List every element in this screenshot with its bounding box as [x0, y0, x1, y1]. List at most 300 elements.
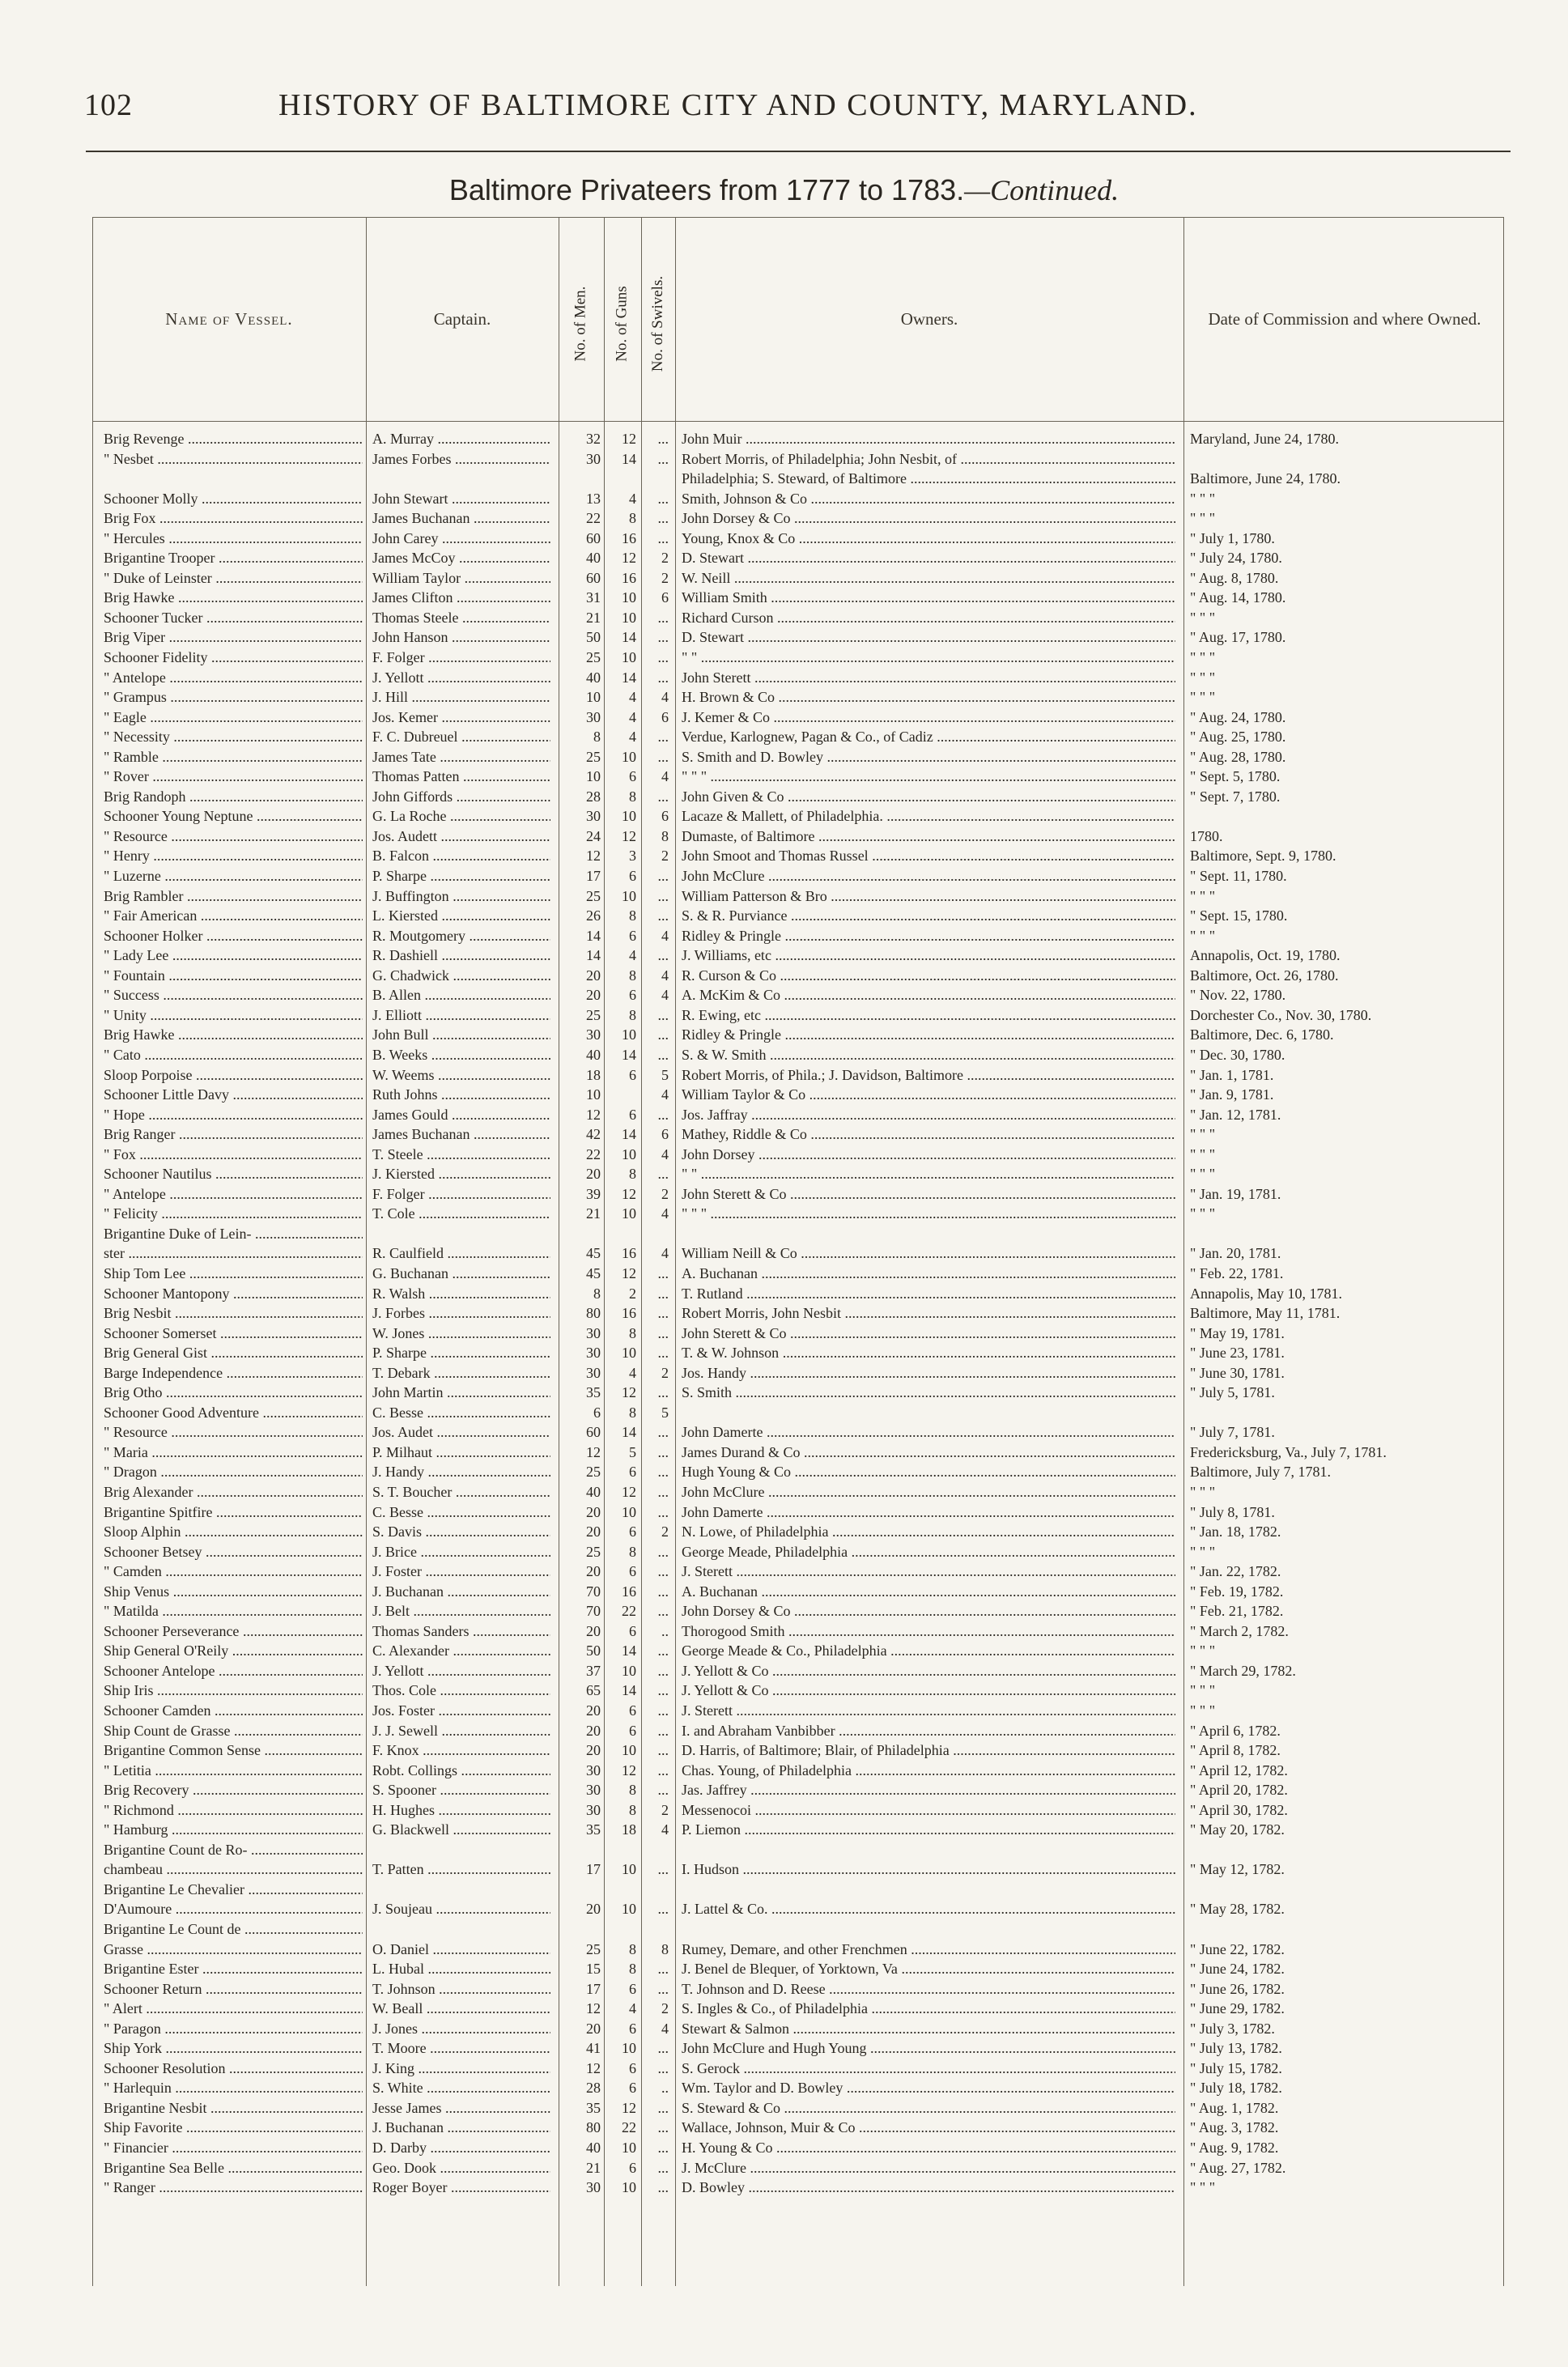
table-row — [92, 1502, 1504, 1523]
guns-count: 10 — [622, 649, 636, 666]
guns-count: 10 — [622, 748, 636, 765]
men-count: 39 — [586, 1185, 601, 1202]
table-row — [92, 1482, 1504, 1502]
owners-name: H. Young & Co ..... — [682, 2138, 1175, 2158]
table-row — [92, 806, 1504, 827]
vessel-name: Ship Venus ..... — [104, 1582, 363, 1602]
guns-count: 4 — [629, 2000, 636, 2017]
swivels-count: ... — [657, 1503, 669, 1520]
men-count: 10 — [586, 768, 601, 785]
owners-name: Robert Morris, of Philadelphia; John Nesbit, of ..... — [682, 449, 1175, 470]
commission-date: " July 8, 1781. — [1190, 1503, 1275, 1520]
owners-name: Chas. Young, of Philadelphia ..... — [682, 1761, 1175, 1781]
men-count: 30 — [586, 2179, 601, 2196]
guns-count: 8 — [629, 967, 636, 984]
commission-date: Baltimore, Dec. 6, 1780. — [1190, 1026, 1334, 1043]
men-count: 35 — [586, 1384, 601, 1401]
guns-count: 8 — [629, 907, 636, 924]
captain-name: G. Buchanan ..... — [372, 1264, 550, 1284]
table-row — [92, 1899, 1504, 1919]
commission-date: " Aug. 17, 1780. — [1190, 629, 1286, 646]
vessel-name: chambeau ..... — [104, 1859, 363, 1880]
commission-date: " Jan. 22, 1782. — [1190, 1563, 1281, 1580]
captain-name: Roger Boyer ..... — [372, 2178, 550, 2198]
owners-name: John Dorsey & Co ..... — [682, 508, 1175, 529]
men-count: 25 — [586, 887, 601, 904]
swivels-count: 4 — [661, 2020, 669, 2037]
men-count: 65 — [586, 1682, 601, 1699]
table-title — [0, 173, 1568, 207]
commission-date: " " " — [1190, 1145, 1216, 1162]
owners-name: J. Benel de Blequer, of Yorktown, Va ..... — [682, 1959, 1175, 1979]
table-row — [92, 886, 1504, 907]
vessel-name: " Hope ..... — [104, 1105, 363, 1125]
guns-count: 4 — [629, 708, 636, 725]
commission-date: " " " — [1190, 1126, 1216, 1143]
commission-date: " July 18, 1782. — [1190, 2080, 1282, 2097]
guns-count: 8 — [629, 510, 636, 527]
captain-name: Jesse James ..... — [372, 2098, 550, 2118]
captain-name: Thos. Cole ..... — [372, 1681, 550, 1701]
captain-name: James McCoy ..... — [372, 548, 550, 568]
men-count: 21 — [586, 609, 601, 626]
vessel-name: Ship Tom Lee ..... — [104, 1264, 363, 1284]
men-count: 14 — [586, 927, 601, 944]
table-row — [92, 1383, 1504, 1403]
owners-name: D. Stewart ..... — [682, 627, 1175, 648]
commission-date: " July 1, 1780. — [1190, 529, 1275, 546]
commission-date: Dorchester Co., Nov. 30, 1780. — [1190, 1006, 1372, 1023]
men-count: 32 — [586, 431, 601, 447]
captain-name: J. Foster ..... — [372, 1562, 550, 1582]
men-count: 22 — [586, 1145, 601, 1162]
owners-name: A. McKim & Co ..... — [682, 985, 1175, 1005]
swivels-count: 2 — [661, 2000, 669, 2017]
guns-count: 8 — [629, 1404, 636, 1421]
men-count: 30 — [586, 1801, 601, 1818]
men-count: 20 — [586, 1503, 601, 1520]
vessel-name: " Matilda ..... — [104, 1601, 363, 1621]
owners-name: W. Neill ..... — [682, 568, 1175, 589]
table-row — [92, 1582, 1504, 1602]
vessel-name: " Necessity ..... — [104, 727, 363, 747]
table-row — [92, 1284, 1504, 1304]
captain-name: James Tate ..... — [372, 747, 550, 767]
table-row — [92, 568, 1504, 589]
commission-date: " " " — [1190, 689, 1216, 706]
men-count: 20 — [586, 987, 601, 1004]
men-count: 80 — [586, 1305, 601, 1322]
table-row — [92, 1324, 1504, 1344]
men-count: 30 — [586, 1345, 601, 1362]
vessel-name: Brig Randoph ..... — [104, 787, 363, 807]
owners-name: John Damerte ..... — [682, 1502, 1175, 1523]
swivels-count: 4 — [661, 1821, 669, 1838]
owners-name: S. Smith ..... — [682, 1383, 1175, 1403]
commission-date: " " " — [1190, 2179, 1216, 2196]
table-row — [92, 1641, 1504, 1661]
owners-name: Dumaste, of Baltimore ..... — [682, 827, 1175, 847]
owners-name: J. Sterett ..... — [682, 1562, 1175, 1582]
commission-date: " Feb. 22, 1781. — [1190, 1264, 1284, 1281]
captain-name: James Buchanan ..... — [372, 508, 550, 529]
captain-name: Thomas Sanders ..... — [372, 1621, 550, 1642]
men-count: 13 — [586, 490, 601, 507]
swivels-count: ... — [657, 1285, 669, 1302]
captain-name: James Gould ..... — [372, 1105, 550, 1125]
vessel-name: " Nesbet ..... — [104, 449, 363, 470]
commission-date: " July 7, 1781. — [1190, 1424, 1275, 1441]
commission-date: " July 3, 1782. — [1190, 2020, 1275, 2037]
commission-date: Baltimore, July 7, 1781. — [1190, 1464, 1331, 1481]
vessel-name: " Lady Lee ..... — [104, 946, 363, 966]
swivels-count: ... — [657, 1961, 669, 1978]
table-row — [92, 1800, 1504, 1821]
guns-count: 6 — [629, 1066, 636, 1083]
vessel-name: Schooner Nautilus ..... — [104, 1164, 363, 1184]
guns-count: 6 — [629, 1622, 636, 1639]
guns-count: 10 — [622, 808, 636, 825]
owners-name: George Meade, Philadelphia ..... — [682, 1542, 1175, 1562]
owners-name: John Sterett ..... — [682, 668, 1175, 688]
men-count: 21 — [586, 1205, 601, 1222]
owners-name: James Durand & Co ..... — [682, 1443, 1175, 1463]
swivels-count: 4 — [661, 1086, 669, 1103]
captain-name: Geo. Dook ..... — [372, 2158, 550, 2178]
table-row — [92, 1999, 1504, 2019]
men-count: 70 — [586, 1583, 601, 1600]
men-count: 20 — [586, 1742, 601, 1759]
guns-count: 14 — [622, 1424, 636, 1441]
commission-date: " June 23, 1781. — [1190, 1345, 1285, 1362]
vessel-name: Schooner Antelope ..... — [104, 1661, 363, 1681]
vessel-name: " Hercules ..... — [104, 529, 363, 549]
vessel-name: " Dragon ..... — [104, 1462, 363, 1482]
swivels-count: 4 — [661, 768, 669, 785]
commission-date: " Jan. 18, 1782. — [1190, 1523, 1281, 1540]
vessel-name: Brig Alexander ..... — [104, 1482, 363, 1502]
swivels-count: ... — [657, 2059, 669, 2076]
vessel-name: Schooner Camden ..... — [104, 1701, 363, 1721]
guns-count: 8 — [629, 1543, 636, 1560]
commission-date: " May 20, 1782. — [1190, 1821, 1285, 1838]
vessel-name: Schooner Little Davy ..... — [104, 1085, 363, 1105]
vessel-name: Brigantine Le Count de ..... — [104, 1919, 363, 1940]
guns-count: 22 — [622, 2119, 636, 2136]
captain-name: Jos. Kemer ..... — [372, 708, 550, 728]
vessel-name: " Paragon ..... — [104, 2019, 363, 2039]
swivels-count: 6 — [661, 589, 669, 606]
table-row — [92, 866, 1504, 886]
table-row — [92, 1979, 1504, 1999]
owners-name: J. Lattel & Co. ..... — [682, 1899, 1175, 1919]
table-row — [92, 1681, 1504, 1701]
owners-name: Wallace, Johnson, Muir & Co ..... — [682, 2118, 1175, 2138]
table-row — [92, 1443, 1504, 1463]
guns-count: 10 — [622, 1901, 636, 1918]
swivels-count: ... — [657, 1563, 669, 1580]
table-row — [92, 906, 1504, 926]
table-row — [92, 508, 1504, 529]
men-count: 30 — [586, 1364, 601, 1381]
vessel-name: " Resource ..... — [104, 1422, 363, 1443]
table-row — [92, 1264, 1504, 1284]
men-count: 17 — [586, 1861, 601, 1878]
table-row — [92, 648, 1504, 668]
guns-count: 14 — [622, 1126, 636, 1143]
men-count: 30 — [586, 1761, 601, 1778]
guns-count: 14 — [622, 450, 636, 467]
men-count: 20 — [586, 1166, 601, 1183]
vessel-name: " Eagle ..... — [104, 708, 363, 728]
men-count: 50 — [586, 629, 601, 646]
men-count: 22 — [586, 510, 601, 527]
commission-date: " " " — [1190, 1483, 1216, 1500]
guns-count: 14 — [622, 1682, 636, 1699]
guns-count: 10 — [622, 1662, 636, 1679]
guns-count: 6 — [629, 1523, 636, 1540]
captain-name: P. Sharpe ..... — [372, 1343, 550, 1363]
guns-count: 6 — [629, 2059, 636, 2076]
commission-date: " Aug. 28, 1780. — [1190, 748, 1286, 765]
commission-date: " Dec. 30, 1780. — [1190, 1046, 1285, 1063]
commission-date: " " " — [1190, 490, 1216, 507]
vessel-name: Brig Viper ..... — [104, 627, 363, 648]
vessel-name: Brigantine Trooper ..... — [104, 548, 363, 568]
table-row — [92, 1880, 1504, 1900]
col-header-captain: Captain. — [433, 308, 491, 329]
captain-name: R. Moutgomery ..... — [372, 926, 550, 946]
vessel-name: Schooner Holker ..... — [104, 926, 363, 946]
men-count: 41 — [586, 2040, 601, 2057]
men-count: 25 — [586, 1464, 601, 1481]
commission-date: " June 24, 1782. — [1190, 1961, 1285, 1978]
commission-date: " Aug. 3, 1782. — [1190, 2119, 1279, 2136]
men-count: 12 — [586, 1106, 601, 1123]
commission-date: " " " — [1190, 1702, 1216, 1719]
col-header-men: No. of Men. — [572, 286, 589, 362]
swivels-count: ... — [657, 629, 669, 646]
owners-name: I. and Abraham Vanbibber ..... — [682, 1721, 1175, 1741]
owners-name: D. Harris, of Baltimore; Blair, of Philadelphia ..... — [682, 1740, 1175, 1761]
captain-name: S. White ..... — [372, 2078, 550, 2098]
captain-name: John Giffords ..... — [372, 787, 550, 807]
swivels-count: ... — [657, 2179, 669, 2196]
swivels-count: ... — [657, 947, 669, 964]
owners-name: " " ..... — [682, 1164, 1175, 1184]
men-count: 31 — [586, 589, 601, 606]
table-row — [92, 1403, 1504, 1423]
captain-name: Robt. Collings ..... — [372, 1761, 550, 1781]
captain-name: J. Belt ..... — [372, 1601, 550, 1621]
vessel-name: Schooner Resolution ..... — [104, 2059, 363, 2079]
vessel-name: " Antelope ..... — [104, 668, 363, 688]
guns-count: 8 — [629, 1940, 636, 1957]
guns-count: 16 — [622, 569, 636, 586]
table-row — [92, 1621, 1504, 1642]
swivels-count: 4 — [661, 1205, 669, 1222]
vessel-name: " Luzerne ..... — [104, 866, 363, 886]
vessel-name: Schooner Return ..... — [104, 1979, 363, 1999]
vessel-name: " Camden ..... — [104, 1562, 363, 1582]
table-row — [92, 1145, 1504, 1165]
vessel-name: " Henry ..... — [104, 846, 363, 866]
owners-name: William Taylor & Co ..... — [682, 1085, 1175, 1105]
men-count: 30 — [586, 1026, 601, 1043]
guns-count: 10 — [622, 2140, 636, 2157]
swivels-count: .. — [661, 2080, 669, 2097]
men-count: 12 — [586, 2059, 601, 2076]
guns-count: 10 — [622, 609, 636, 626]
table-row — [92, 1085, 1504, 1105]
captain-name: T. Patten ..... — [372, 1859, 550, 1880]
guns-count: 10 — [622, 1026, 636, 1043]
guns-count: 12 — [622, 827, 636, 844]
table-row — [92, 1919, 1504, 1940]
swivels-count: ... — [657, 1861, 669, 1878]
men-count: 20 — [586, 1523, 601, 1540]
captain-name: Jos. Foster ..... — [372, 1701, 550, 1721]
captain-name: S. T. Boucher ..... — [372, 1482, 550, 1502]
table-row — [92, 2059, 1504, 2079]
commission-date: " Jan. 9, 1781. — [1190, 1086, 1274, 1103]
men-count: 15 — [586, 1961, 601, 1978]
privateers-table — [92, 217, 1504, 2286]
table-row — [92, 727, 1504, 747]
table-row — [92, 946, 1504, 966]
swivels-count: ... — [657, 1702, 669, 1719]
owners-name: J. Williams, etc ..... — [682, 946, 1175, 966]
owners-name: I. Hudson ..... — [682, 1859, 1175, 1880]
men-count: 60 — [586, 529, 601, 546]
guns-count: 6 — [629, 1106, 636, 1123]
vessel-name: " Antelope ..... — [104, 1184, 363, 1205]
vessel-name: " Richmond ..... — [104, 1800, 363, 1821]
commission-date: " Aug. 1, 1782. — [1190, 2099, 1279, 2116]
vessel-name: Brig Nesbit ..... — [104, 1303, 363, 1324]
captain-name: T. Moore ..... — [372, 2038, 550, 2059]
captain-name: C. Besse ..... — [372, 1502, 550, 1523]
table-row — [92, 2078, 1504, 2098]
commission-date: Baltimore, May 11, 1781. — [1190, 1305, 1341, 1322]
guns-count: 6 — [629, 2080, 636, 2097]
table-title-text: Baltimore Privateers from 1777 to 1783. — [448, 173, 965, 206]
commission-date: " Aug. 24, 1780. — [1190, 708, 1286, 725]
vessel-name: " Cato ..... — [104, 1045, 363, 1065]
table-row — [92, 2178, 1504, 2198]
table-row — [92, 1422, 1504, 1443]
vessel-name: Schooner Somerset ..... — [104, 1324, 363, 1344]
swivels-count: 6 — [661, 808, 669, 825]
commission-date: " June 26, 1782. — [1190, 1980, 1285, 1997]
captain-name: John Bull ..... — [372, 1025, 550, 1045]
table-row — [92, 1065, 1504, 1086]
vessel-name: " Success ..... — [104, 985, 363, 1005]
guns-count: 6 — [629, 1722, 636, 1739]
commission-date: " May 28, 1782. — [1190, 1901, 1285, 1918]
commission-date: Fredericksburg, Va., July 7, 1781. — [1190, 1443, 1387, 1460]
men-count: 40 — [586, 1483, 601, 1500]
guns-count: 6 — [629, 2020, 636, 2037]
men-count: 40 — [586, 669, 601, 686]
owners-name: S. Smith and D. Bowley ..... — [682, 747, 1175, 767]
swivels-count: ... — [657, 490, 669, 507]
swivels-count: 4 — [661, 967, 669, 984]
table-row — [92, 1601, 1504, 1621]
guns-count: 6 — [629, 1464, 636, 1481]
table-row — [92, 1204, 1504, 1224]
captain-name: J. J. Sewell ..... — [372, 1721, 550, 1741]
vessel-name: Ship York ..... — [104, 2038, 363, 2059]
owners-name: N. Lowe, of Philadelphia ..... — [682, 1522, 1175, 1542]
guns-count: 12 — [622, 1761, 636, 1778]
owners-name: T. & W. Johnson ..... — [682, 1343, 1175, 1363]
table-row — [92, 2019, 1504, 2039]
owners-name: Mathey, Riddle & Co ..... — [682, 1124, 1175, 1145]
captain-name: Ruth Johns ..... — [372, 1085, 550, 1105]
owners-name: S. Ingles & Co., of Philadelphia ..... — [682, 1999, 1175, 2019]
captain-name: J. Brice ..... — [372, 1542, 550, 1562]
swivels-count: ... — [657, 510, 669, 527]
owners-name: A. Buchanan ..... — [682, 1264, 1175, 1284]
col-header-vessel: Name of Vessel. — [165, 308, 293, 329]
guns-count: 3 — [629, 848, 636, 865]
swivels-count: ... — [657, 1324, 669, 1341]
men-count: 40 — [586, 1046, 601, 1063]
captain-name: H. Hughes ..... — [372, 1800, 550, 1821]
table-row — [92, 1780, 1504, 1800]
guns-count: 2 — [629, 1285, 636, 1302]
owners-name: John Given & Co ..... — [682, 787, 1175, 807]
guns-count: 8 — [629, 1166, 636, 1183]
captain-name: D. Darby ..... — [372, 2138, 550, 2158]
commission-date: " Jan. 19, 1781. — [1190, 1185, 1281, 1202]
owners-name: Jos. Jaffray ..... — [682, 1105, 1175, 1125]
guns-count: 4 — [629, 729, 636, 746]
swivels-count: ... — [657, 1443, 669, 1460]
commission-date: " Jan. 12, 1781. — [1190, 1106, 1281, 1123]
commission-date: " " " — [1190, 609, 1216, 626]
owners-name: S. Gerock ..... — [682, 2059, 1175, 2079]
owners-name: " " " ..... — [682, 767, 1175, 787]
swivels-count: 6 — [661, 1126, 669, 1143]
captain-name: C. Alexander ..... — [372, 1641, 550, 1661]
table-row — [92, 1303, 1504, 1324]
guns-count: 10 — [622, 1742, 636, 1759]
commission-date: " July 13, 1782. — [1190, 2040, 1282, 2057]
commission-date: " " " — [1190, 927, 1216, 944]
vessel-name: Ship Favorite ..... — [104, 2118, 363, 2138]
owners-name: Verdue, Karlognew, Pagan & Co., of Cadiz ..... — [682, 727, 1175, 747]
owners-name: Stewart & Salmon ..... — [682, 2019, 1175, 2039]
men-count: 30 — [586, 1324, 601, 1341]
swivels-count: ... — [657, 2140, 669, 2157]
captain-name: J. Soujeau ..... — [372, 1899, 550, 1919]
table-row — [92, 1959, 1504, 1979]
owners-name: Thorogood Smith ..... — [682, 1621, 1175, 1642]
table-row — [92, 1164, 1504, 1184]
captain-name: W. Beall ..... — [372, 1999, 550, 2019]
table-row — [92, 449, 1504, 470]
captain-name: A. Murray ..... — [372, 429, 550, 449]
captain-name: B. Allen ..... — [372, 985, 550, 1005]
header-bottom-rule — [92, 421, 1504, 422]
captain-name: J. Elliott ..... — [372, 1005, 550, 1026]
vessel-name: Schooner Tucker ..... — [104, 608, 363, 628]
swivels-count: ... — [657, 2040, 669, 2057]
vessel-name: ster ..... — [104, 1243, 363, 1264]
captain-name: R. Caulfield ..... — [372, 1243, 550, 1264]
